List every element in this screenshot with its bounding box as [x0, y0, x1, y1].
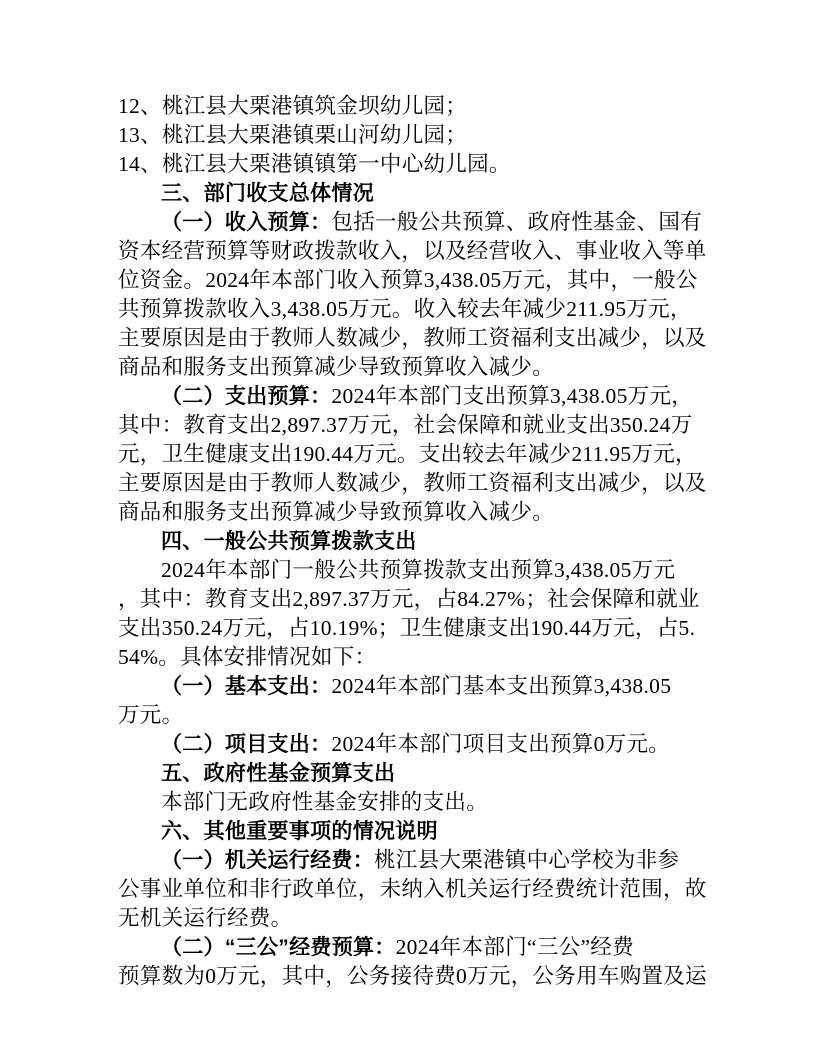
body-text: 桃江县大栗港镇中心学校为非参	[374, 848, 680, 872]
text-line	[118, 817, 704, 846]
text-line	[118, 208, 704, 237]
text-line	[118, 904, 704, 933]
heading-text: （二）“三公”经费预算：	[161, 936, 396, 959]
body-text: 商品和服务支出预算减少导致预算收入减少。	[118, 355, 555, 379]
text-line	[118, 469, 707, 498]
body-text: 主要原因是由于教师人数减少，教师工资福利支出减少，以及	[118, 471, 707, 495]
text-line	[118, 614, 704, 643]
body-text: 共预算拨款收入3,438.05万元。收入较去年减少211.95万元，	[118, 297, 692, 321]
body-text: 万元。	[118, 703, 184, 727]
heading-text: 六、其他重要事项的情况说明	[161, 820, 438, 843]
body-text: 其中：教育支出2,897.37万元，社会保障和就业支出350.24万	[118, 413, 693, 437]
text-line	[118, 411, 704, 440]
body-text: 13、桃江县大栗港镇栗山河幼儿园；	[118, 123, 468, 147]
text-line	[118, 788, 704, 817]
body-text: 商品和服务支出预算减少导致预算收入减少。	[118, 500, 555, 524]
body-text: 无机关运行经费。	[118, 906, 293, 930]
body-text: 2024年本部门一般公共预算拨款支出预算3,438.05万元	[161, 558, 676, 582]
text-line	[118, 237, 707, 266]
body-text: 14、桃江县大栗港镇镇第一中心幼儿园。	[118, 152, 511, 176]
text-line	[118, 730, 704, 759]
body-text: 2024年本部门“三公”经费	[395, 935, 634, 959]
heading-text: 三、部门收支总体情况	[161, 182, 374, 205]
heading-text: 四、一般公共预算拨款支出	[161, 530, 417, 553]
heading-text: （一）机关运行经费：	[161, 849, 374, 872]
text-line	[118, 324, 707, 353]
heading-text: （二）支出预算：	[161, 385, 332, 408]
text-line	[118, 92, 704, 121]
text-line	[118, 527, 704, 556]
body-text: 元，卫生健康支出190.44万元。支出较去年减少211.95万元，	[118, 442, 697, 466]
text-line	[118, 498, 704, 527]
body-text: 2024年本部门基本支出预算3,438.05	[331, 674, 672, 698]
body-text: 支出350.24万元，占10.19%；卫生健康支出190.44万元，占5.	[118, 616, 696, 640]
body-text: 本部门无政府性基金安排的支出。	[161, 790, 489, 814]
body-text: ，其中：教育支出2,897.37万元，占84.27%；社会保障和就业	[118, 587, 700, 611]
body-text: 12、桃江县大栗港镇筑金坝幼儿园；	[118, 94, 468, 118]
text-line	[118, 179, 704, 208]
text-line	[118, 759, 704, 788]
text-line	[118, 556, 704, 585]
text-line	[118, 266, 704, 295]
body-text: 2024年本部门支出预算3,438.05万元，	[331, 384, 694, 408]
text-line	[118, 150, 704, 179]
heading-text: 五、政府性基金预算支出	[161, 762, 396, 785]
body-text: 位资金。2024年本部门收入预算3,438.05万元，其中，一般公	[118, 268, 698, 292]
heading-text: （二）项目支出：	[161, 733, 332, 756]
heading-text: （一）基本支出：	[161, 675, 332, 698]
text-line	[118, 933, 704, 962]
document-body	[118, 92, 707, 991]
body-text: 54%。具体安排情况如下：	[118, 645, 377, 669]
text-line	[118, 585, 704, 614]
text-line	[118, 440, 704, 469]
heading-text: （一）收入预算：	[161, 211, 332, 234]
text-line	[118, 875, 707, 904]
body-text: 公事业单位和非行政单位，未纳入机关运行经费统计范围，故	[118, 877, 707, 901]
text-line	[118, 295, 704, 324]
text-line	[118, 382, 704, 411]
text-line	[118, 643, 704, 672]
body-text: 2024年本部门项目支出预算0万元。	[331, 732, 671, 756]
body-text: 包括一般公共预算、政府性基金、国有	[331, 210, 703, 234]
body-text: 主要原因是由于教师人数减少，教师工资福利支出减少，以及	[118, 326, 707, 350]
text-line	[118, 353, 704, 382]
body-text: 资本经营预算等财政拨款收入，以及经营收入、事业收入等单	[118, 239, 707, 263]
text-line	[118, 962, 707, 991]
text-line	[118, 672, 704, 701]
text-line	[118, 121, 704, 150]
text-line	[118, 701, 704, 730]
body-text: 预算数为0万元，其中，公务接待费0万元，公务用车购置及运	[118, 964, 707, 988]
text-line	[118, 846, 704, 875]
